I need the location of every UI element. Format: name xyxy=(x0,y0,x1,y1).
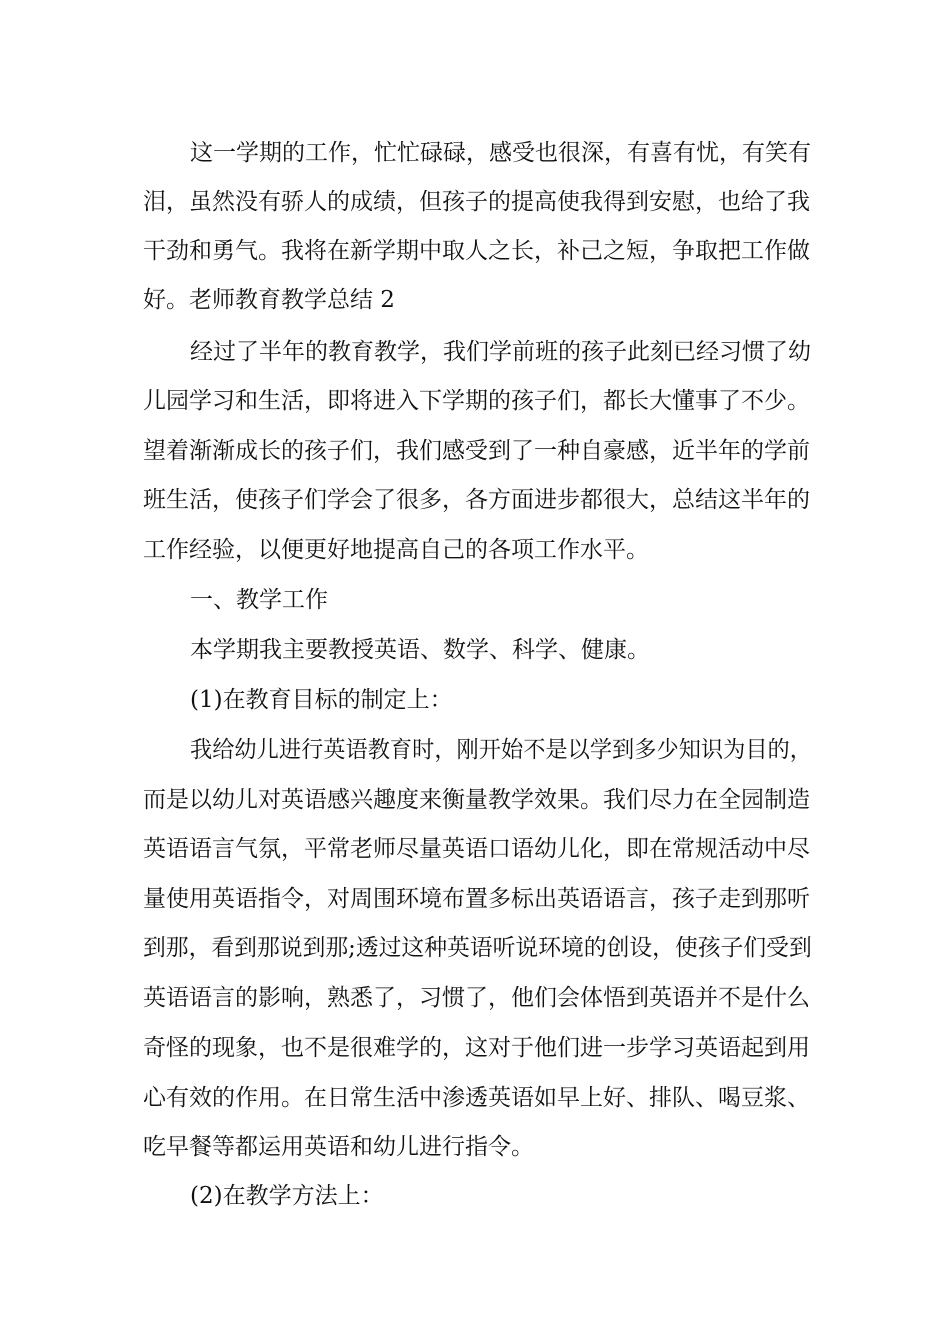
text-line-7: 望着渐渐成长的孩子们，我们感受到了一种自豪感，近半年的学前 xyxy=(143,438,810,464)
section-heading: 一、教学工作 xyxy=(190,587,328,613)
text-line-6: 儿园学习和生活，即将进入下学期的孩子们，都长大懂事了不少。 xyxy=(143,388,810,414)
text-line-20: 心有效的作用。在日常生活中渗透英语如早上好、排队、喝豆浆、 xyxy=(143,1085,810,1111)
text-line-18: 英语语言的影响，熟悉了，习惯了，他们会体悟到英语并不是什么 xyxy=(143,985,810,1011)
text-line-13: 我给幼儿进行英语教育时，刚开始不是以学到多少知识为目的， xyxy=(190,737,812,763)
text-line-1: 这一学期的工作，忙忙碌碌，感受也很深，有喜有忧，有笑有 xyxy=(190,140,811,166)
text-line-16: 量使用英语指令，对周围环境布置多标出英语语言，孩子走到那听 xyxy=(143,886,810,912)
text-line-2: 泪，虽然没有骄人的成绩，但孩子的提高使我得到安慰，也给了我 xyxy=(143,189,810,215)
text-line-19: 奇怪的现象，也不是很难学的，这对于他们进一步学习英语起到用 xyxy=(143,1035,810,1061)
subheading-1: (1)在教育目标的制定上： xyxy=(190,687,453,713)
text-line-11: 本学期我主要教授英语、数学、科学、健康。 xyxy=(190,637,650,663)
text-line-14: 而是以幼儿对英语感兴趣度来衡量教学效果。我们尽力在全园制造 xyxy=(143,787,810,813)
subheading-2: (2)在教学方法上： xyxy=(190,1183,384,1209)
text-line-21: 吃早餐等都运用英语和幼儿进行指令。 xyxy=(143,1134,534,1160)
text-line-15: 英语语言气氛，平常老师尽量英语口语幼儿化，即在常规活动中尽 xyxy=(143,836,810,862)
text-line-9: 工作经验，以便更好地提高自己的各项工作水平。 xyxy=(143,537,649,563)
text-line-4: 好。老师教育教学总结 2 xyxy=(143,287,395,313)
text-line-17: 到那，看到那说到那;透过这种英语听说环境的创设，使孩子们受到 xyxy=(143,935,812,961)
text-line-8: 班生活，使孩子们学会了很多，各方面进步都很大，总结这半年的 xyxy=(143,487,810,513)
text-line-5: 经过了半年的教育教学，我们学前班的孩子此刻已经习惯了幼 xyxy=(190,339,811,365)
text-line-3: 干劲和勇气。我将在新学期中取人之长，补己之短，争取把工作做 xyxy=(143,238,810,264)
